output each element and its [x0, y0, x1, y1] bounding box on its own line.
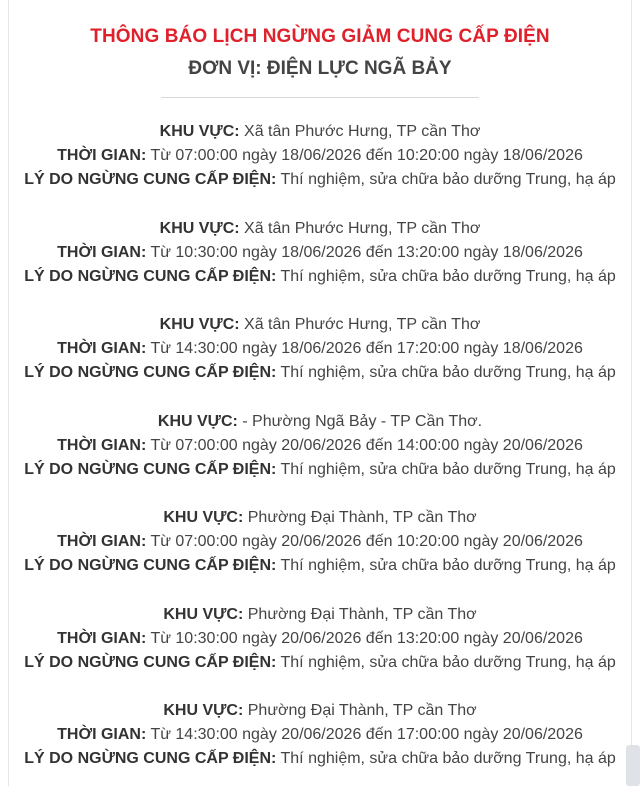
reason-label: LÝ DO NGỪNG CUNG CẤP ĐIỆN:: [24, 653, 277, 671]
time-label: THỜI GIAN:: [57, 436, 147, 454]
area-value: Xã tân Phước Hưng, TP cần Thơ: [244, 316, 481, 333]
reason-label: LÝ DO NGỪNG CUNG CẤP ĐIỆN:: [24, 364, 277, 381]
reason-label: LÝ DO NGỪNG CUNG CẤP ĐIỆN:: [24, 750, 277, 767]
area-label: KHU VỰC:: [157, 412, 238, 430]
area-value: - Phường Ngã Bảy - TP Cần Thơ.: [242, 412, 483, 430]
reason-label: LÝ DO NGỪNG CUNG CẤP ĐIỆN:: [24, 267, 277, 285]
reason-value: Thí nghiệm, sửa chữa bảo dưỡng Trung, hạ áp: [280, 460, 616, 478]
time-value: Từ 07:00:00 ngày 18/06/2026 đến 10:20:00 ngày 18/06/2026: [150, 147, 583, 164]
area-value: Phường Đại Thành, TP cần Thơ: [247, 509, 477, 526]
reason-label: LÝ DO NGỪNG CUNG CẤP ĐIỆN:: [24, 460, 277, 478]
area-label: KHU VỰC:: [163, 605, 244, 623]
time-value: Từ 07:00:00 ngày 20/06/2026 đến 10:20:00 ngày 20/06/2026: [150, 533, 583, 550]
time-label: THỜI GIAN:: [57, 243, 147, 261]
reason-value: Thí nghiệm, sửa chữa bảo dưỡng Trung, hạ áp: [280, 750, 616, 767]
area-label: KHU VỰC:: [163, 702, 244, 719]
area-value: Xã tân Phước Hưng, TP cần Thơ: [244, 123, 481, 140]
area-value: Phường Đại Thành, TP cần Thơ: [247, 605, 477, 623]
unit-subtitle: ĐƠN VỊ: ĐIỆN LỰC NGÃ BẢY: [188, 58, 452, 79]
area-label: KHU VỰC:: [159, 123, 240, 140]
time-label: THỜI GIAN:: [57, 533, 147, 550]
time-value: Từ 14:30:00 ngày 18/06/2026 đến 17:20:00 ngày 18/06/2026: [150, 340, 583, 357]
time-value: Từ 14:30:00 ngày 20/06/2026 đến 17:00:00 ngày 20/06/2026: [150, 726, 583, 743]
time-value: Từ 07:00:00 ngày 20/06/2026 đến 14:00:00 ngày 20/06/2026: [150, 436, 583, 454]
area-label: KHU VỰC:: [159, 219, 240, 237]
page-title: THÔNG BÁO LỊCH NGỪNG GIẢM CUNG CẤP ĐIỆN: [90, 26, 550, 47]
reason-label: LÝ DO NGỪNG CUNG CẤP ĐIỆN:: [24, 171, 277, 188]
reason-value: Thí nghiệm, sửa chữa bảo dưỡng Trung, hạ áp: [280, 171, 616, 188]
area-label: KHU VỰC:: [163, 509, 244, 526]
time-label: THỜI GIAN:: [57, 147, 147, 164]
area-value: Xã tân Phước Hưng, TP cần Thơ: [244, 219, 481, 237]
area-label: KHU VỰC:: [159, 316, 240, 333]
scrollbar-thumb[interactable]: [626, 745, 640, 786]
reason-value: Thí nghiệm, sửa chữa bảo dưỡng Trung, hạ áp: [280, 364, 616, 381]
reason-value: Thí nghiệm, sửa chữa bảo dưỡng Trung, hạ áp: [280, 267, 616, 285]
area-value: Phường Đại Thành, TP cần Thơ: [247, 702, 477, 719]
time-label: THỜI GIAN:: [57, 629, 147, 647]
reason-value: Thí nghiệm, sửa chữa bảo dưỡng Trung, hạ áp: [280, 557, 616, 574]
time-label: THỜI GIAN:: [57, 726, 147, 743]
content-frame: [8, 0, 632, 786]
reason-value: Thí nghiệm, sửa chữa bảo dưỡng Trung, hạ áp: [280, 653, 616, 671]
time-label: THỜI GIAN:: [57, 340, 147, 357]
reason-label: LÝ DO NGỪNG CUNG CẤP ĐIỆN:: [24, 557, 277, 574]
time-value: Từ 10:30:00 ngày 20/06/2026 đến 13:20:00 ngày 20/06/2026: [150, 629, 583, 647]
time-value: Từ 10:30:00 ngày 18/06/2026 đến 13:20:00 ngày 18/06/2026: [150, 243, 583, 261]
